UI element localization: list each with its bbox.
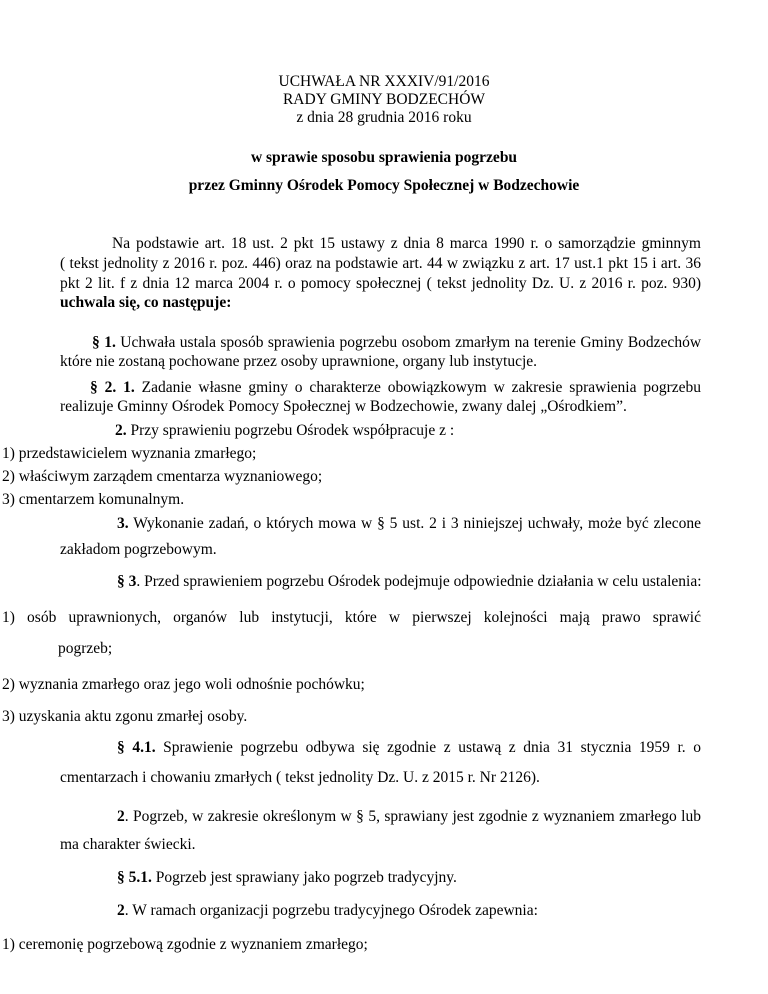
paragraph-3-mark: § 3 — [117, 573, 137, 590]
preamble-line-2: ( tekst jednolity z 2016 r. poz. 446) oraz na podstawie art. 44 w związku z art. 17 ust.1 pkt 15 i art. 36 — [60, 255, 701, 272]
paragraph-2-line-1 — [90, 378, 701, 397]
list-item: 2) właściwym zarządem cmentarza wyznaniowego; — [2, 468, 323, 485]
paragraph-5-item-1: 1) ceremonię pogrzebową zgodnie z wyznaniem zmarłego; — [2, 936, 368, 953]
paragraph-4-line-1: § 4.1. Sprawienie pogrzebu odbywa się zgodnie z ustawą z dnia 31 stycznia 1959 r. o — [117, 739, 701, 756]
paragraph-5-line-1: § 5.1. Pogrzeb jest sprawiany jako pogrzeb tradycyjny. — [117, 869, 457, 886]
paragraph-3-item-2: 2) wyznania zmarłego oraz jego woli odnośnie pochówku; — [2, 676, 365, 693]
subject-line-2: przez Gminny Ośrodek Pomocy Społecznej w Bodzechowie — [188, 177, 580, 194]
paragraph-3-item-1-line-2: pogrzeb; — [58, 640, 113, 657]
paragraph-1-line-2: które nie zostaną pochowane przez osoby uprawnione, organy lub instytucje. — [60, 353, 538, 370]
paragraph-3-item-3: 3) uzyskania aktu zgonu zmarłej osoby. — [2, 708, 248, 725]
list-item: 3) cmentarzem komunalnym. — [2, 491, 185, 508]
paragraph-2-line-2: realizuje Gminny Ośrodek Pomocy Społecznej w Bodzechowie, zwany dalej „Ośrodkiem”. — [60, 398, 627, 415]
paragraph-5-mark: § 5.1. — [117, 869, 152, 886]
paragraph-4-point-2-line-2: ma charakter świecki. — [60, 836, 196, 853]
preamble-line-1: Na podstawie art. 18 ust. 2 pkt 15 ustawy z dnia 8 marca 1990 r. o samorządzie gminnym — [112, 235, 701, 252]
paragraph-1-line-1 — [92, 333, 701, 352]
paragraph-4-mark: § 4.1. — [117, 739, 156, 756]
paragraph-2-mark: § 2. 1. — [90, 379, 135, 396]
paragraph-3-item-1-line-1: 1) osób uprawnionych, organów lub instytucji, które w pierwszej kolejności mają prawo sprawić — [2, 609, 701, 626]
paragraph-1-mark: § 1. — [92, 334, 116, 351]
council-name: RADY GMINY BODZECHÓW — [282, 91, 486, 108]
preamble-enactment: uchwala się, co następuje: — [60, 294, 232, 311]
paragraph-2-point-2-mark: 2. — [115, 422, 127, 439]
resolution-date: z dnia 28 grudnia 2016 roku — [296, 109, 472, 126]
preamble-line-3: pkt 2 lit. f z dnia 12 marca 2004 r. o pomocy społecznej ( tekst jednolity Dz. U. z 2016 r. poz. 930) — [60, 275, 701, 292]
paragraph-2-text: Zadanie własne gminy o charakterze obowiązkowym w zakresie sprawienia pogrzebu — [134, 379, 701, 396]
paragraph-2-point-2: 2. Przy sprawieniu pogrzebu Ośrodek współpracuje z : — [115, 422, 455, 439]
paragraph-4-line-2: cmentarzach i chowaniu zmarłych ( tekst jednolity Dz. U. z 2015 r. Nr 2126). — [60, 769, 540, 786]
paragraph-4-point-2-line-1: 2. Pogrzeb, w zakresie określonym w § 5, sprawiany jest zgodnie z wyznaniem zmarłego lub — [117, 808, 701, 825]
paragraph-5-point-2: 2. W ramach organizacji pogrzebu tradycyjnego Ośrodek zapewnia: — [117, 902, 538, 919]
paragraph-5-point-2-mark: 2 — [117, 902, 125, 919]
paragraph-3-intro: § 3. Przed sprawieniem pogrzebu Ośrodek podejmuje odpowiednie działania w celu ustalenia: — [117, 573, 702, 590]
paragraph-1-text: Uchwała ustala sposób sprawienia pogrzebu osobom zmarłym na terenie Gminy Bodzechów — [115, 334, 702, 351]
list-item: 1) przedstawicielem wyznania zmarłego; — [2, 445, 257, 462]
resolution-number: UCHWAŁA NR XXXIV/91/2016 — [278, 73, 490, 90]
paragraph-2-point-3-line-1: 3. Wykonanie zadań, o których mowa w § 5 ust. 2 i 3 niniejszej uchwały, może być zlecone — [117, 515, 701, 532]
paragraph-2-point-3-line-2: zakładom pogrzebowym. — [60, 541, 217, 558]
paragraph-2-point-3-mark: 3. — [117, 515, 129, 532]
paragraph-4-point-2-mark: 2 — [117, 808, 125, 825]
subject-line-1: w sprawie sposobu sprawienia pogrzebu — [250, 149, 518, 166]
